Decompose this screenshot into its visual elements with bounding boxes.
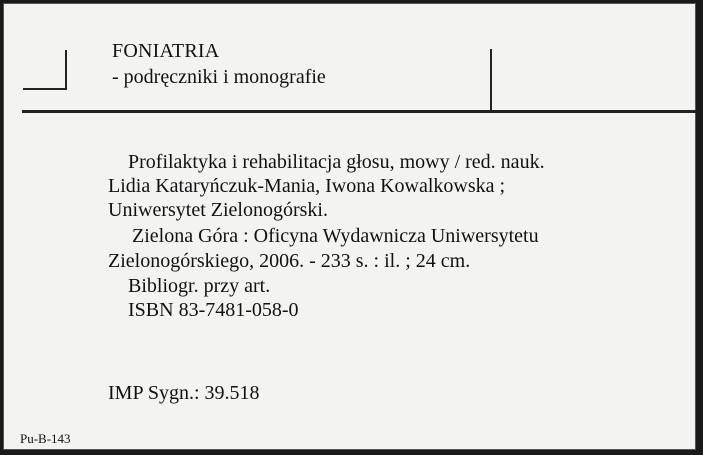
- entry-line-4: Zielona Góra : Oficyna Wydawnicza Uniwersytetu: [132, 225, 539, 247]
- catalog-card: [3, 3, 696, 450]
- entry-line-3: Uniwersytet Zielonogórski.: [108, 199, 328, 221]
- subject-heading: FONIATRIA: [112, 40, 220, 62]
- entry-line-1: Profilaktyka i rehabilitacja głosu, mowy / red. nauk.: [128, 151, 545, 173]
- signature-line: IMP Sygn.: 39.518: [108, 382, 260, 404]
- subject-subheading: - podręczniki i monografie: [112, 66, 326, 88]
- card-code: Pu-B-143: [20, 431, 71, 446]
- horizontal-divider: [22, 110, 696, 113]
- entry-line-2: Lidia Kataryńczuk-Mania, Iwona Kowalkowska ;: [108, 175, 506, 197]
- corner-mark: [23, 50, 67, 90]
- entry-line-5: Zielonogórskiego, 2006. - 233 s. : il. ; 24 cm.: [108, 250, 471, 272]
- entry-line-6: Bibliogr. przy art.: [128, 275, 271, 297]
- vertical-divider: [490, 49, 492, 111]
- entry-line-7: ISBN 83-7481-058-0: [128, 299, 299, 321]
